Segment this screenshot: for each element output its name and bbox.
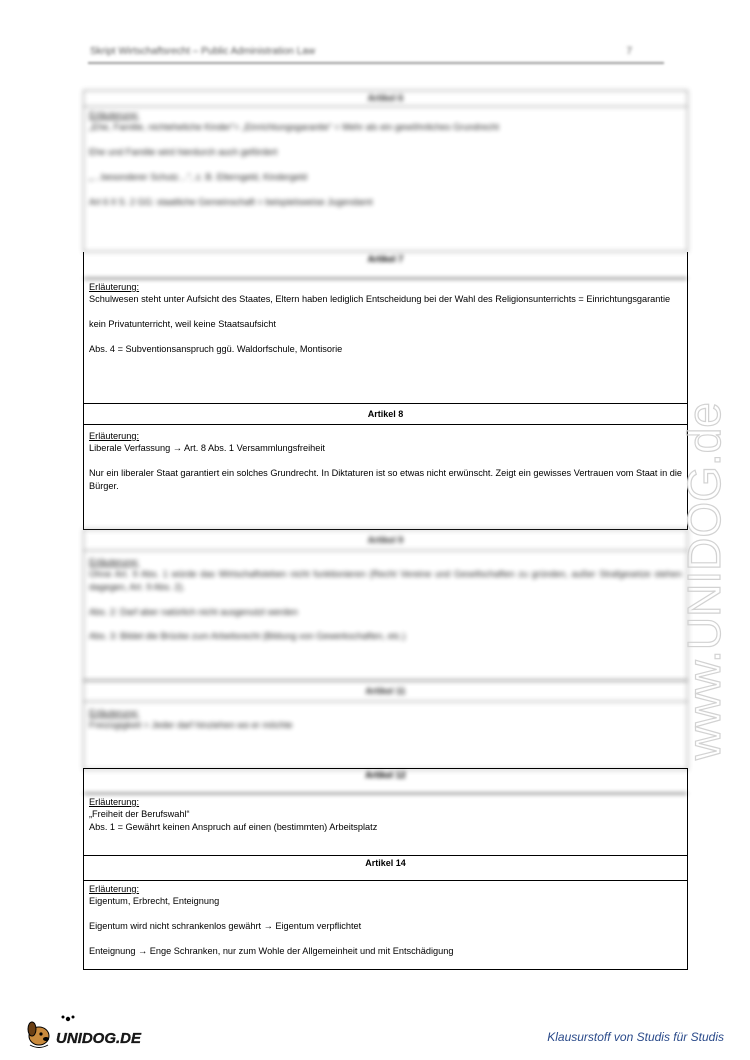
paragraph: Abs. 3: Bildet die Brücke zum Arbeitsrecht (Bildung von Gewerkschaften, etc.) <box>89 631 406 642</box>
header-divider <box>88 62 664 64</box>
section-heading: Artikel 7 <box>84 252 687 279</box>
section-label: Erläuterung: <box>89 708 140 718</box>
page-number: 7 <box>626 46 632 57</box>
section-label: Erläuterung: <box>89 282 140 292</box>
paragraph: Eigentum wird nicht schrankenlos gewährt → Eigentum verpflichtet <box>89 921 362 932</box>
watermark-text: www.UNIDOG.de <box>678 402 730 760</box>
section-heading: Artikel 14 <box>84 856 687 881</box>
paragraph: Abs. 1 = Gewährt keinen Anspruch auf einen (bestimmten) Arbeitsplatz <box>89 821 378 832</box>
paragraph: Enteignung → Enge Schranken, nur zum Wohle der Allgemeinheit und mit Entschädigung <box>89 946 454 956</box>
page-header <box>90 44 662 62</box>
section-heading: Artikel 11 <box>84 681 687 702</box>
footer-logo <box>22 1012 162 1052</box>
section-heading: Artikel 12 <box>84 769 687 794</box>
paragraph: Schulwesen steht unter Aufsicht des Staates, Eltern haben lediglich Entscheidung bei der Wahl des Religionsunterrichts = Einrichtungsgarantie <box>89 294 671 305</box>
paragraph: „…besonderer Schutz…“, z. B. Elterngeld, Kindergeld <box>89 172 308 182</box>
paragraph: Eigentum, Erbrecht, Enteignung <box>89 896 220 907</box>
paragraph: Abs. 2: Darf aber natürlich nicht ausgenutzt werden <box>89 606 298 617</box>
header-title: Skript Wirtschaftsrecht – Public Administration Law <box>90 46 316 57</box>
paragraph: „Freiheit der Berufswahl“ <box>89 809 190 820</box>
dog-mascot-icon <box>28 1022 49 1048</box>
section-label: Erläuterung: <box>89 884 140 894</box>
logo-text: UNIDOG.DE <box>56 1030 142 1047</box>
paragraph: Abs. 4 = Subventionsanspruch ggü. Waldorfschule, Montisorie <box>89 344 343 354</box>
section-artikel-7 <box>83 252 688 404</box>
section-heading: Artikel 9 <box>84 530 687 551</box>
paw-icon <box>62 1016 75 1022</box>
section-label: Erläuterung: <box>89 557 140 567</box>
paragraph: Ehe und Familie wird hierdurch auch gefördert <box>89 147 278 158</box>
paragraph: Freizügigkeit = Jeder darf hinziehen wo er möchte <box>89 720 293 731</box>
section-artikel-6 <box>83 90 688 252</box>
section-artikel-12 <box>83 768 688 856</box>
section-artikel-14 <box>83 855 688 970</box>
section-label: Erläuterung: <box>89 797 140 807</box>
section-label: Erläuterung: <box>89 431 140 441</box>
footer-slogan: Klausurstoff von Studis für Studis <box>547 1030 724 1044</box>
section-heading: Artikel 6 <box>84 91 687 107</box>
paragraph: kein Privatunterricht, weil keine Staatsaufsicht <box>89 319 276 330</box>
paragraph: Art 6 II S. 2 GG: staatliche Gemeinschaft = beispielsweise Jugendamt <box>89 196 373 207</box>
paragraph: „Ehe, Familie, nichteheliche Kinder“= „Einrichtungsgarantie“ = Mehr als ein gewöhnliches Grundrecht <box>89 122 500 133</box>
section-artikel-8 <box>83 403 688 530</box>
section-artikel-11 <box>83 680 688 770</box>
section-artikel-9 <box>83 529 688 681</box>
section-heading: Artikel 8 <box>84 404 687 425</box>
paragraph: Ohne Art. 9 Abs. 1 würde das Wirtschaftsleben nicht funktionieren (Recht Vereine und Gesellschaften zu gründen, außer Strafgesetze stehen dagegen, Art. 9 Abs. 2). <box>89 569 682 592</box>
section-label: Erläuterung: <box>89 110 140 120</box>
paragraph: Liberale Verfassung → Art. 8 Abs. 1 Versammlungsfreiheit <box>89 443 325 454</box>
paragraph: Nur ein liberaler Staat garantiert ein solches Grundrecht. In Diktaturen ist so etwas nicht erwünscht. Zeigt ein gewisses Vertrauen vom Staat in die Bürger. <box>89 468 682 491</box>
